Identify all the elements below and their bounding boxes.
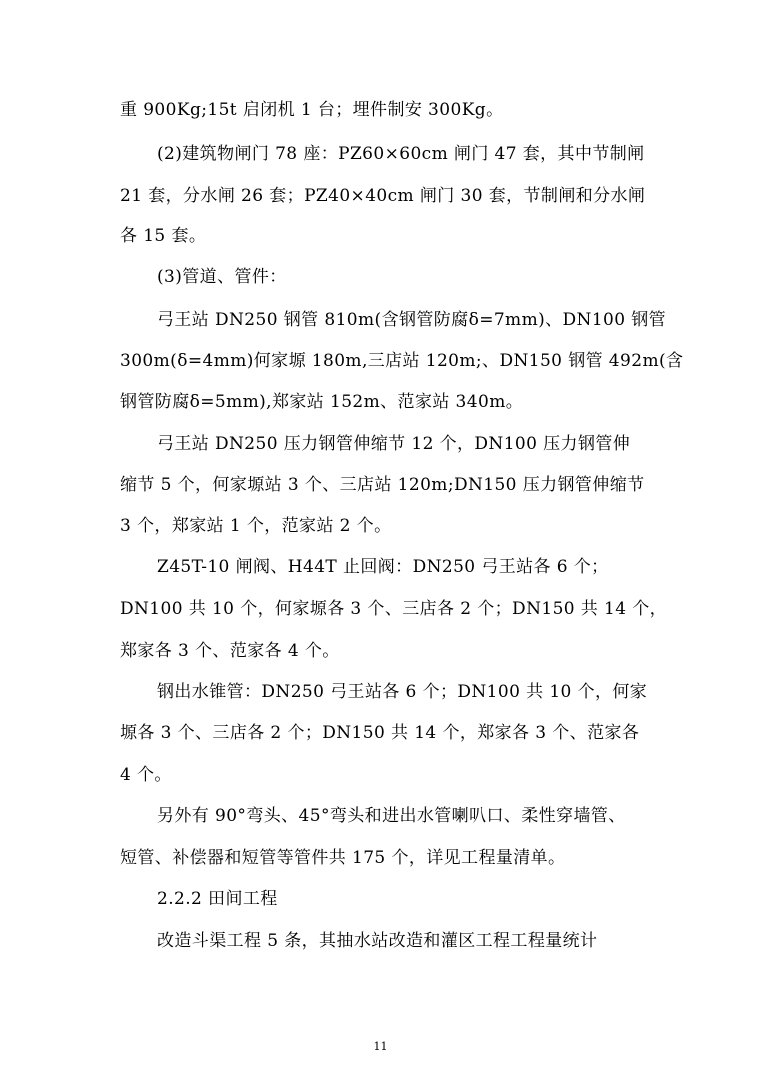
text-line: 300m(δ=4mm)何家塬 180m,三店站 120m;、DN150 钢管 492m(含 — [120, 351, 684, 371]
text-line: 短管、补偿器和短管等管件共 175 个，详见工程量清单。 — [120, 848, 566, 868]
text-line: 另外有 90°弯头、45°弯头和进出水管喇叭口、柔性穿墙管、 — [157, 806, 626, 826]
text-line: 重 900Kg;15t 启闭机 1 台；埋件制安 300Kg。 — [120, 100, 504, 120]
text-line: 钢管防腐δ=5mm),郑家站 152m、范家站 340m。 — [120, 392, 524, 412]
text-line: 4 个。 — [120, 765, 172, 785]
text-line: 21 套，分水闸 26 套；PZ40×40cm 闸门 30 套，节制闸和分水闸 — [120, 186, 646, 206]
text-line: 各 15 套。 — [120, 226, 207, 246]
text-line: 塬各 3 个、三店各 2 个；DN150 共 14 个，郑家各 3 个、范家各 — [120, 723, 640, 743]
section-heading: 2.2.2 田间工程 — [157, 889, 278, 909]
text-line: 弓王站 DN250 压力钢管伸缩节 12 个，DN100 压力钢管伸 — [157, 434, 631, 454]
text-line: 改造斗渠工程 5 条，其抽水站改造和灌区工程工程量统计 — [157, 931, 598, 951]
text-line: 钢出水锥管：DN250 弓王站各 6 个；DN100 共 10 个，何家 — [157, 682, 648, 702]
text-line: 弓王站 DN250 钢管 810m(含钢管防腐δ=7mm)、DN100 钢管 — [157, 310, 667, 330]
text-line: (3)管道、管件： — [157, 267, 287, 287]
text-line: (2)建筑物闸门 78 座：PZ60×60cm 闸门 47 套，其中节制闸 — [157, 144, 645, 164]
text-line: 3 个，郑家站 1 个，范家站 2 个。 — [120, 516, 392, 536]
page-number: 11 — [373, 1040, 388, 1053]
text-line: 缩节 5 个，何家塬站 3 个、三店站 120m;DN150 压力钢管伸缩节 — [120, 475, 645, 495]
text-line: Z45T-10 闸阀、H44T 止回阀：DN250 弓王站各 6 个； — [157, 557, 609, 577]
text-line: DN100 共 10 个，何家塬各 3 个、三店各 2 个；DN150 共 14 个， — [120, 599, 668, 619]
text-line: 郑家各 3 个、范家各 4 个。 — [120, 641, 340, 661]
